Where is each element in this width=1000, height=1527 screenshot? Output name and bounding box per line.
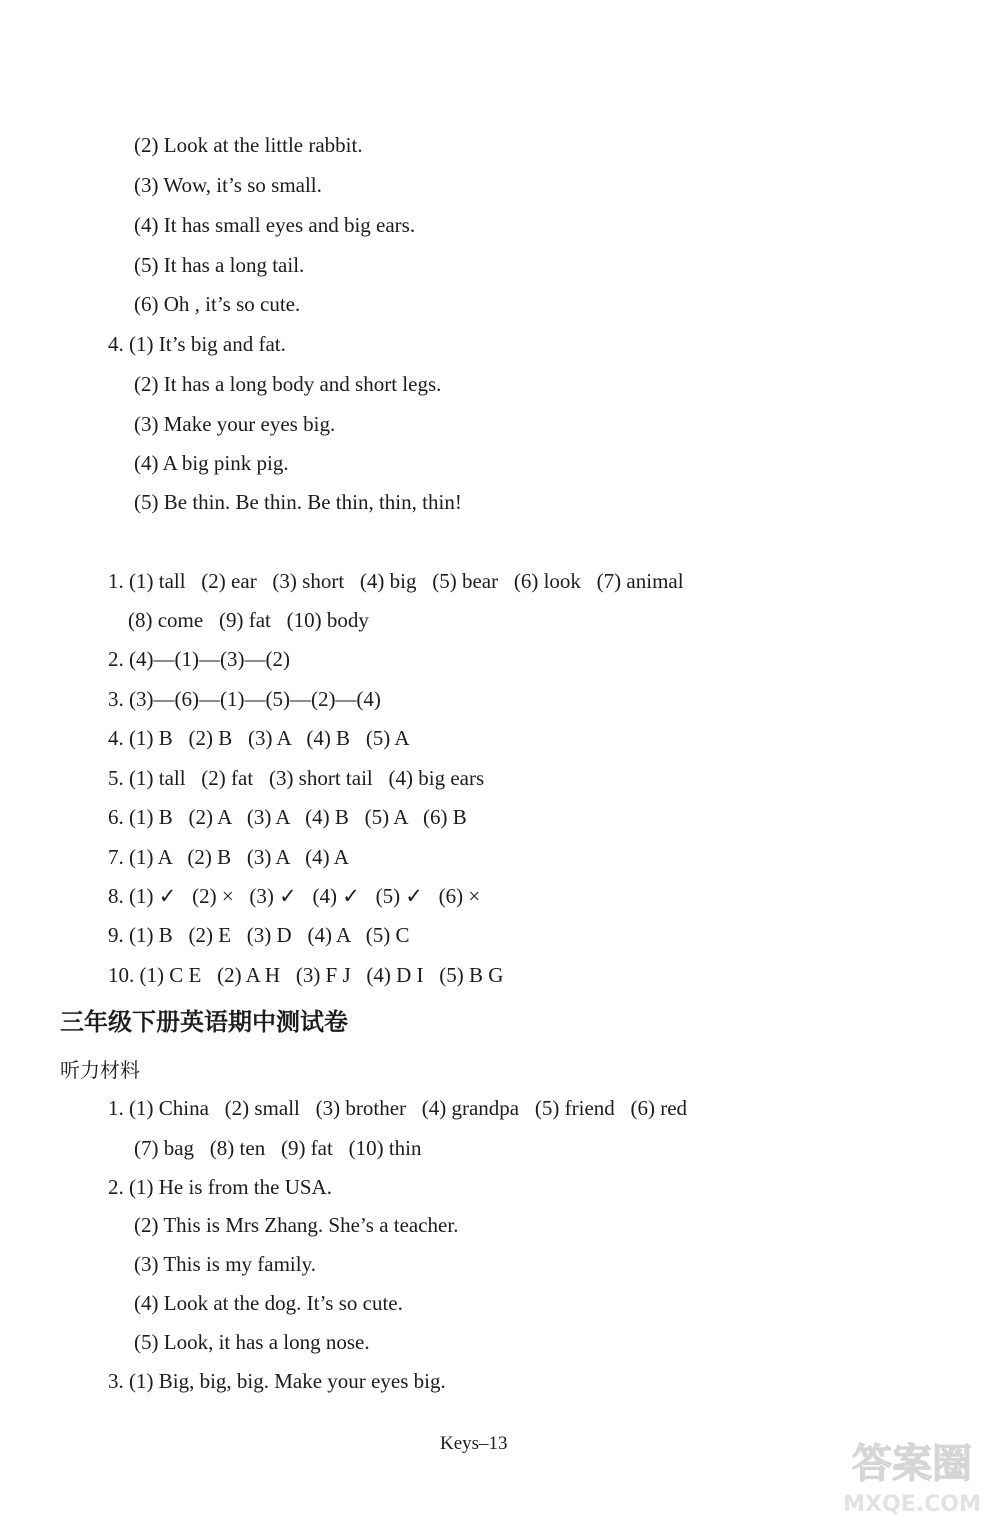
listening-line: (7) bag (8) ten (9) fat (10) thin [134, 1136, 422, 1160]
listening-line: (2) This is Mrs Zhang. She’s a teacher. [134, 1213, 459, 1237]
svg-text:MXQE.COM: MXQE.COM [843, 1492, 981, 1517]
subsection-title: 听力材料 [60, 1058, 140, 1082]
answer-line: 6. (1) B (2) A (3) A (4) B (5) A (6) B [108, 805, 467, 829]
text-line: (4) A big pink pig. [134, 451, 289, 475]
text-line: (2) Look at the little rabbit. [134, 133, 363, 157]
listening-line: (3) This is my family. [134, 1252, 316, 1276]
text-line: (5) It has a long tail. [134, 253, 305, 277]
answer-line: 10. (1) C E (2) A H (3) F J (4) D I (5) B G [108, 963, 504, 987]
listening-line: 3. (1) Big, big, big. Make your eyes big. [108, 1369, 446, 1393]
text-line: (3) Wow, it’s so small. [134, 173, 322, 197]
answer-line: 8. (1) ✓ (2) × (3) ✓ (4) ✓ (5) ✓ (6) × [108, 884, 481, 908]
answer-line: (8) come (9) fat (10) body [128, 608, 369, 632]
listening-line: (4) Look at the dog. It’s so cute. [134, 1291, 403, 1315]
text-line: (4) It has small eyes and big ears. [134, 213, 416, 237]
answer-line: 2. (4)—(1)—(3)—(2) [108, 647, 290, 671]
svg-text:答案圈: 答案圈 [852, 1441, 972, 1487]
answer-line: 4. (1) B (2) B (3) A (4) B (5) A [108, 726, 410, 750]
answer-line: 9. (1) B (2) E (3) D (4) A (5) C [108, 923, 410, 947]
section-title: 三年级下册英语期中测试卷 [60, 1008, 348, 1036]
answer-line: 1. (1) tall (2) ear (3) short (4) big (5) bear (6) look (7) animal [108, 569, 684, 593]
watermark-logo [832, 1429, 992, 1519]
watermark-icon [832, 1429, 992, 1519]
text-line: (6) Oh , it’s so cute. [134, 292, 301, 316]
listening-line: 1. (1) China (2) small (3) brother (4) grandpa (5) friend (6) red [108, 1096, 688, 1120]
answer-line: 5. (1) tall (2) fat (3) short tail (4) big ears [108, 766, 485, 790]
text-line: (3) Make your eyes big. [134, 412, 336, 436]
text-line: (5) Be thin. Be thin. Be thin, thin, thin! [134, 490, 462, 514]
answer-line: 3. (3)—(6)—(1)—(5)—(2)—(4) [108, 687, 381, 711]
listening-line: (5) Look, it has a long nose. [134, 1330, 370, 1354]
text-line: 4. (1) It’s big and fat. [108, 332, 286, 356]
text-line: (2) It has a long body and short legs. [134, 372, 442, 396]
listening-line: 2. (1) He is from the USA. [108, 1175, 332, 1199]
answer-line: 7. (1) A (2) B (3) A (4) A [108, 845, 349, 869]
page-footer: Keys–13 [440, 1433, 508, 1454]
